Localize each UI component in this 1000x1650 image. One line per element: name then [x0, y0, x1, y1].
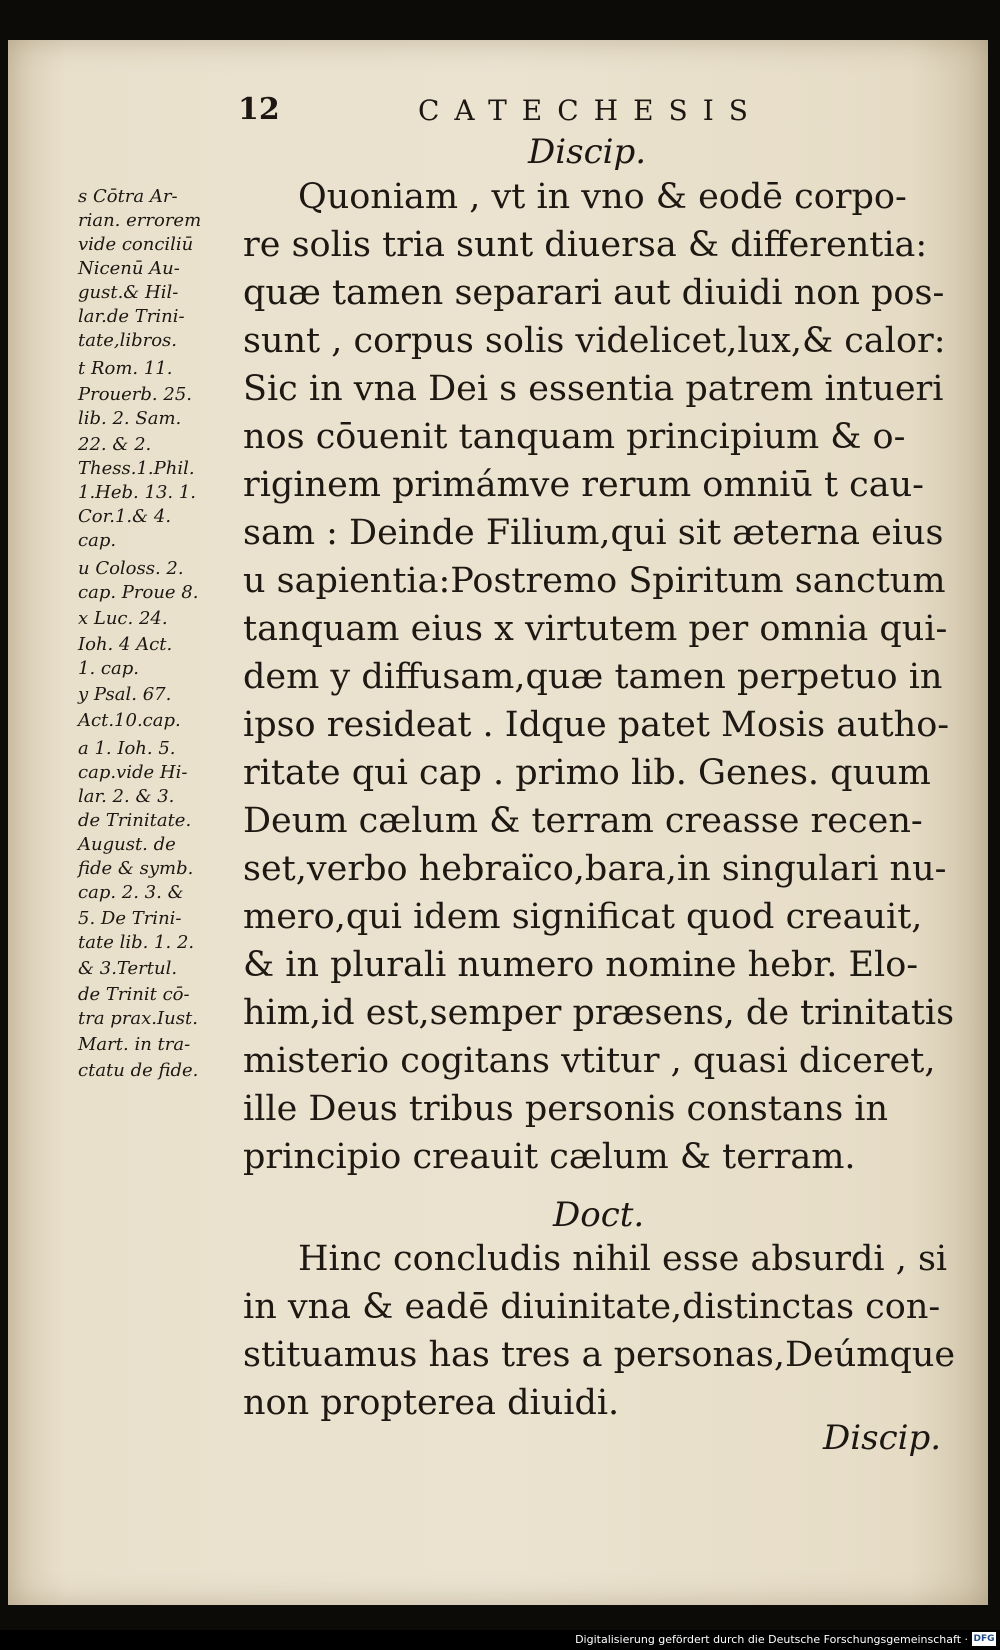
- text-line: quæ tamen separari aut diuidi non pos-: [243, 273, 945, 313]
- footer-credit: Digitalisierung gefördert durch die Deutsche Forschungsgemeinschaft ·: [575, 1633, 968, 1646]
- text-line: misterio cogitans vtitur , quasi diceret,: [243, 1041, 936, 1081]
- text-line: nos cōuenit tanquam principium & o-: [243, 417, 906, 457]
- margin-note-line: 1.Heb. 13. 1.: [78, 482, 197, 503]
- speaker-discip: Discip.: [528, 132, 647, 172]
- text-line: re solis tria sunt diuersa & differentia:: [243, 225, 928, 265]
- margin-note-line: de Trinit cō-: [78, 984, 190, 1005]
- page-header: [8, 92, 988, 132]
- margin-note-line: cap.vide Hi-: [78, 762, 188, 783]
- text-line: stituamus has tres a personas,Deúmque: [243, 1335, 956, 1375]
- margin-note-line: 22. & 2.: [78, 434, 152, 455]
- text-line: ritate qui cap . primo lib. Genes. quum: [243, 753, 931, 793]
- margin-note-line: cap. Proue 8.: [78, 582, 199, 603]
- margin-note-line: t Rom. 11.: [78, 358, 173, 379]
- text-line: ille Deus tribus personis constans in: [243, 1089, 889, 1129]
- text-line: set,verbo hebraïco,bara,in singulari nu-: [243, 849, 947, 889]
- page-number: 12: [238, 92, 280, 127]
- text-line: tanquam eius x virtutem per omnia qui-: [243, 609, 948, 649]
- catchword: Discip.: [823, 1418, 942, 1458]
- margin-note-line: vide conciliū: [78, 234, 194, 255]
- text-line: sunt , corpus solis videlicet,lux,& calor:: [243, 321, 946, 361]
- text-line: & in plurali numero nomine hebr. Elo-: [243, 945, 919, 985]
- text-line: u sapientia:Postremo Spiritum sanctum: [243, 561, 946, 601]
- margin-note-line: lib. 2. Sam.: [78, 408, 182, 429]
- margin-note-line: s Cōtra Ar-: [78, 186, 178, 207]
- margin-note-line: August. de: [78, 834, 176, 855]
- margin-note-line: Cor.1.& 4.: [78, 506, 172, 527]
- text-line: Sic in vna Dei s essentia patrem intueri: [243, 369, 944, 409]
- running-head: CATECHESIS: [418, 94, 763, 127]
- margin-note-line: rian. errorem: [78, 210, 202, 231]
- margin-note-line: 1. cap.: [78, 658, 139, 679]
- text-line: dem y diffusam,quæ tamen perpetuo in: [243, 657, 943, 697]
- book-page: [8, 40, 988, 1605]
- margin-note-line: fide & symb.: [78, 858, 194, 879]
- margin-note-line: gust.& Hil-: [78, 282, 179, 303]
- margin-note-line: Mart. in tra-: [78, 1034, 191, 1055]
- text-line: non propterea diuidi.: [243, 1383, 620, 1423]
- margin-note-line: y Psal. 67.: [78, 684, 172, 705]
- dfg-logo-icon: DFG: [973, 1634, 995, 1644]
- margin-note-line: Prouerb. 25.: [78, 384, 192, 405]
- text-line: riginem primámve rerum omniū t cau-: [243, 465, 924, 505]
- digitization-footer: [0, 1630, 1000, 1650]
- margin-note-line: Ioh. 4 Act.: [78, 634, 173, 655]
- margin-note-line: u Coloss. 2.: [78, 558, 184, 579]
- text-line: Hinc concludis nihil esse absurdi , si: [298, 1239, 948, 1279]
- margin-note-line: tate lib. 1. 2.: [78, 932, 195, 953]
- margin-note-line: Act.10.cap.: [78, 710, 181, 731]
- margin-note-line: tate,libros.: [78, 330, 178, 351]
- text-line: principio creauit cælum & terram.: [243, 1137, 856, 1177]
- margin-note-line: cap.: [78, 530, 117, 551]
- margin-note-line: tra prax.Iust.: [78, 1008, 198, 1029]
- margin-note-line: x Luc. 24.: [78, 608, 168, 629]
- margin-note-line: Thess.1.Phil.: [78, 458, 195, 479]
- margin-note-line: a 1. Ioh. 5.: [78, 738, 176, 759]
- text-line: sam : Deinde Filium,qui sit æterna eius: [243, 513, 944, 553]
- margin-note-line: cap. 2. 3. &: [78, 882, 184, 903]
- margin-note-line: lar.de Trini-: [78, 306, 185, 327]
- text-line: ipso resideat . Idque patet Mosis autho-: [243, 705, 950, 745]
- text-line: Deum cælum & terram creasse recen-: [243, 801, 923, 841]
- speaker-doct: Doct.: [553, 1195, 645, 1235]
- margin-note-line: & 3.Tertul.: [78, 958, 178, 979]
- margin-note-line: ctatu de fide.: [78, 1060, 199, 1081]
- text-line: Quoniam , vt in vno & eodē corpo-: [298, 177, 907, 217]
- margin-note-line: lar. 2. & 3.: [78, 786, 175, 807]
- margin-note-line: de Trinitate.: [78, 810, 192, 831]
- margin-note-line: 5. De Trini-: [78, 908, 182, 929]
- text-line: mero,qui idem significat quod creauit,: [243, 897, 923, 937]
- margin-note-line: Nicenū Au-: [78, 258, 180, 279]
- text-line: him,id est,semper præsens, de trinitatis: [243, 993, 955, 1033]
- text-line: in vna & eadē diuinitate,distinctas con-: [243, 1287, 941, 1327]
